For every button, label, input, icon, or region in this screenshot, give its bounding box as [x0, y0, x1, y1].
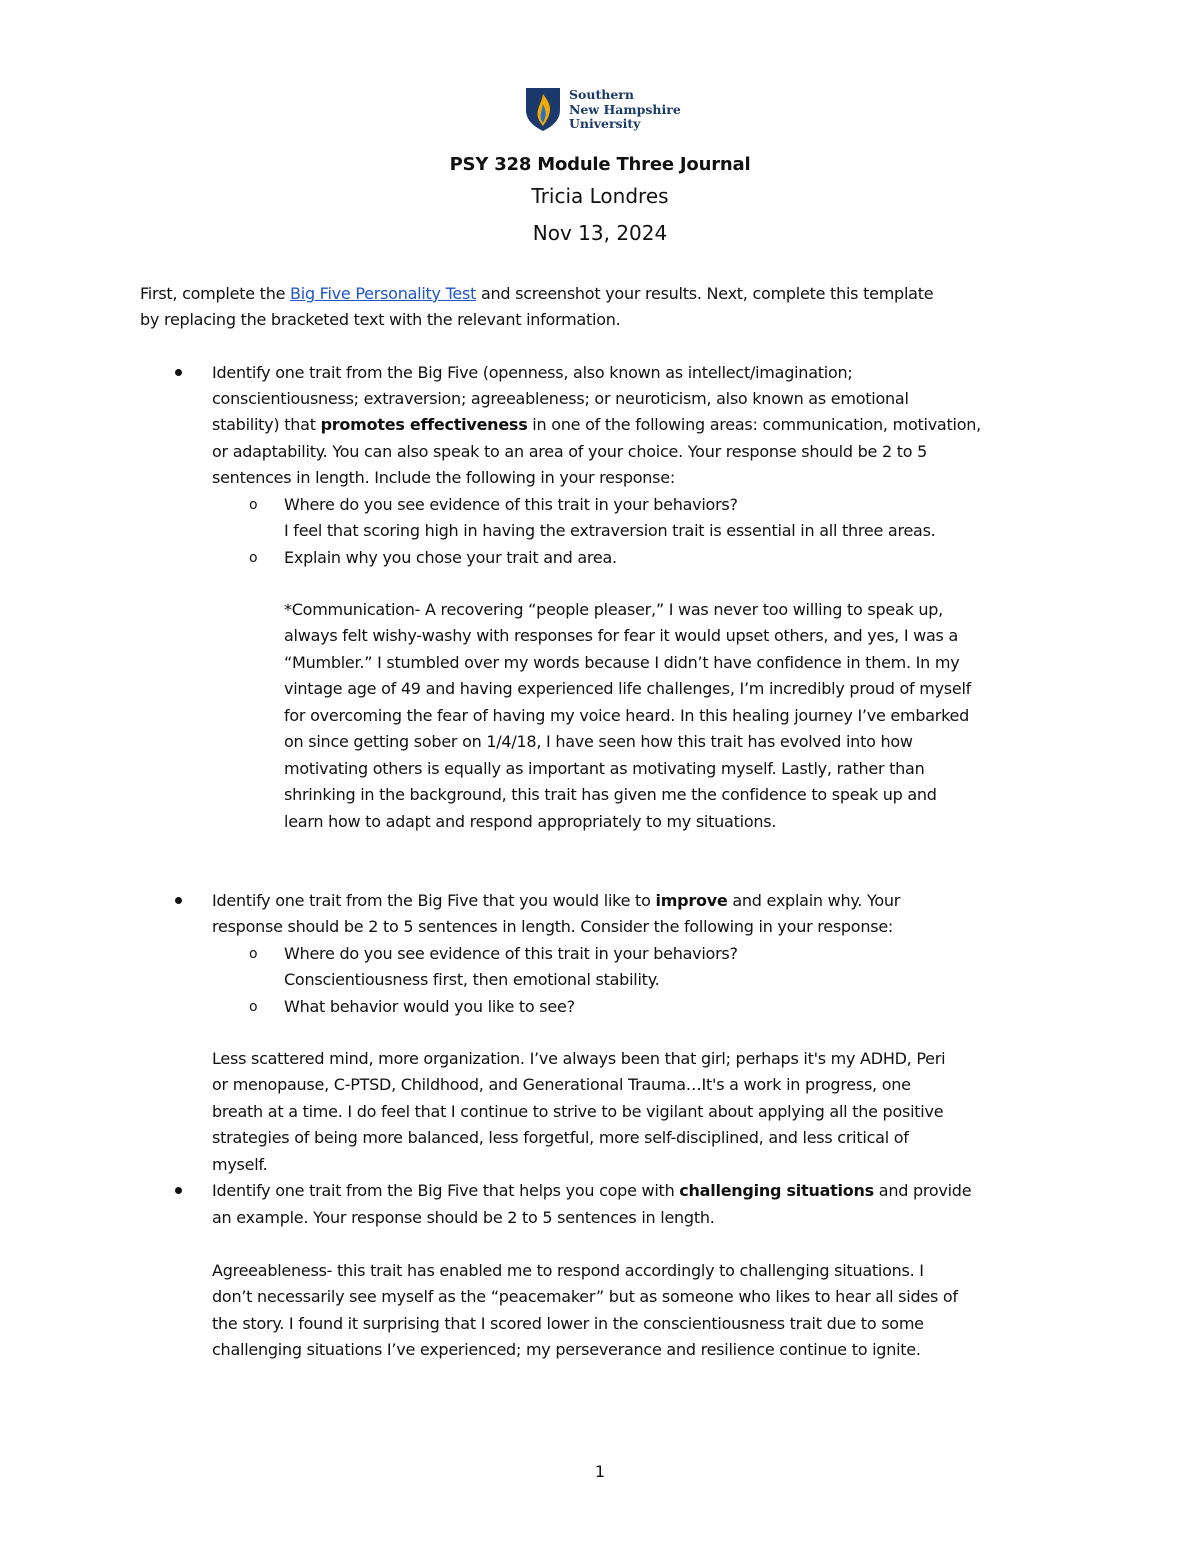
circle-bullet-icon: o [249, 550, 258, 566]
page-number: 1 [594, 1462, 606, 1481]
s2-line-2: response should be 2 to 5 sentences in length. Consider the following in your response: [212, 917, 894, 936]
logo-line-3: University [569, 116, 641, 131]
s1-para-line-9: learn how to adapt and respond appropriately to my situations. [284, 812, 777, 831]
document-title: PSY 328 Module Three Journal [449, 154, 751, 175]
s2-para-line-3: breath at a time. I do feel that I continue to strive to be vigilant about applying all the positive [212, 1102, 944, 1121]
intro-line-2: by replacing the bracketed text with the relevant information. [140, 310, 621, 329]
s2-para-line-4: strategies of being more balanced, less forgetful, more self-disciplined, and less critical of [212, 1128, 909, 1147]
intro-line-1: First, complete the Big Five Personality Test and screenshot your results. Next, complete this template [140, 284, 934, 303]
s1-para-line-5: for overcoming the fear of having my voice heard. In this healing journey I’ve embarked [284, 706, 970, 725]
s3-para-line-1: Agreeableness- this trait has enabled me to respond accordingly to challenging situations. I [212, 1261, 924, 1280]
s1-para-line-1: *Communication- A recovering “people pleaser,” I was never too willing to speak up, [284, 600, 943, 619]
bullet-2 [175, 897, 182, 904]
s2-para-line-2: or menopause, C-PTSD, Childhood, and Generational Trauma…It's a work in progress, one [212, 1075, 911, 1094]
s1-sub-1: Where do you see evidence of this trait in your behaviors? [284, 495, 738, 514]
s3-para-line-3: the story. I found it surprising that I scored lower in the conscientiousness trait due to some [212, 1314, 924, 1333]
s3-line-1: Identify one trait from the Big Five that helps you cope with challenging situations and provide [212, 1181, 972, 1200]
university-logo [523, 86, 683, 134]
s1-para-line-8: shrinking in the background, this trait has given me the confidence to speak up and [284, 785, 937, 804]
s2-para-line-1: Less scattered mind, more organization. I’ve always been that girl; perhaps it's my ADHD, Peri [212, 1049, 946, 1068]
bullet-3 [175, 1187, 182, 1194]
bullet-1 [175, 369, 182, 376]
big-five-test-link[interactable]: Big Five Personality Test [290, 284, 477, 303]
author-name: Tricia Londres [531, 184, 669, 208]
s1-line-4: or adaptability. You can also speak to an area of your choice. Your response should be 2 to 5 [212, 442, 928, 461]
s1-line-5: sentences in length. Include the following in your response: [212, 468, 675, 487]
s1-line-3: stability) that promotes effectiveness in one of the following areas: communication, motivation, [212, 415, 981, 434]
logo-line-1: Southern [569, 87, 634, 102]
s2-sub-1: Where do you see evidence of this trait in your behaviors? [284, 944, 738, 963]
s3-para-line-4: challenging situations I’ve experienced; my perseverance and resilience continue to ignite. [212, 1340, 921, 1359]
logo-line-2: New Hampshire [569, 101, 681, 117]
s1-sub-2: Explain why you chose your trait and area. [284, 548, 617, 567]
s1-para-line-6: on since getting sober on 1/4/18, I have seen how this trait has evolved into how [284, 732, 913, 751]
s1-para-line-2: always felt wishy-washy with responses for fear it would upset others, and yes, I was a [284, 626, 959, 645]
flame-shield-icon [523, 86, 563, 132]
s1-line-1: Identify one trait from the Big Five (openness, also known as intellect/imagination; [212, 363, 853, 382]
s2-answer-1: Conscientiousness first, then emotional stability. [284, 970, 660, 989]
s1-line-2: conscientiousness; extraversion; agreeableness; or neuroticism, also known as emotional [212, 389, 909, 408]
document-date: Nov 13, 2024 [532, 221, 668, 245]
s2-line-1: Identify one trait from the Big Five that you would like to improve and explain why. Your [212, 891, 901, 910]
s1-para-line-7: motivating others is equally as important as motivating myself. Lastly, rather than [284, 759, 925, 778]
s1-answer-1: I feel that scoring high in having the extraversion trait is essential in all three areas. [284, 521, 936, 540]
s2-para-line-5: myself. [212, 1155, 268, 1174]
s2-sub-2: What behavior would you like to see? [284, 997, 575, 1016]
s3-para-line-2: don’t necessarily see myself as the “peacemaker” but as someone who likes to hear all sides of [212, 1287, 958, 1306]
circle-bullet-icon: o [249, 946, 258, 962]
logo-wordmark [569, 88, 681, 132]
circle-bullet-icon: o [249, 999, 258, 1015]
s1-para-line-3: “Mumbler.” I stumbled over my words because I didn’t have confidence in them. In my [284, 653, 960, 672]
s3-line-2: an example. Your response should be 2 to 5 sentences in length. [212, 1208, 715, 1227]
s1-para-line-4: vintage age of 49 and having experienced life challenges, I’m incredibly proud of myself [284, 679, 972, 698]
circle-bullet-icon: o [249, 497, 258, 513]
